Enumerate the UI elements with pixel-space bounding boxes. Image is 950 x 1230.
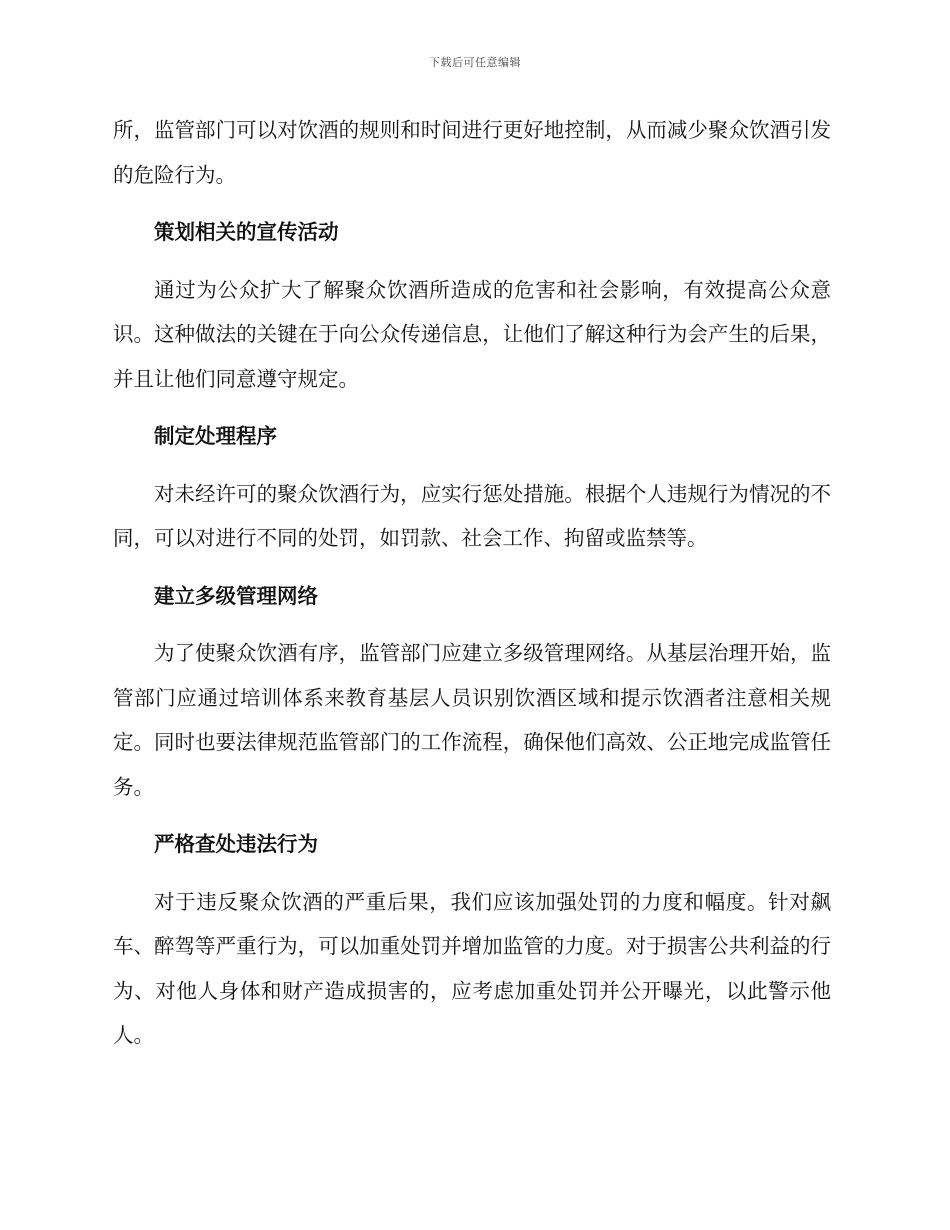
document-body xyxy=(113,108,831,1058)
section-heading-enforcement: 严格查处违法行为 xyxy=(154,832,318,856)
paragraph-publicity: 通过为公众扩大了解聚众饮酒所造成的危害和社会影响，有效提高公众意识。这种做法的关键在于向公众传递信息，让他们了解这种行为会产生的后果，并且让他们同意遵守规定。 xyxy=(113,277,831,391)
section-heading-publicity: 策划相关的宣传活动 xyxy=(154,220,339,244)
paragraph-enforcement: 对于违反聚众饮酒的严重后果，我们应该加强处罚的力度和幅度。针对飙车、醉驾等严重行为，可以加重处罚并增加监管的力度。对于损害公共利益的行为、对他人身体和财产造成损害的，应考虑加重处罚并公开曝光，以此警示他人。 xyxy=(113,889,831,1047)
section-heading-procedure: 制定处理程序 xyxy=(154,424,277,448)
paragraph-management-network: 为了使聚众饮酒有序，监管部门应建立多级管理网络。从基层治理开始，监管部门应通过培训体系来教育基层人员识别饮酒区域和提示饮酒者注意相关规定。同时也要法律规范监管部门的工作流程，确保他们高效、公正地完成监管任务。 xyxy=(113,641,831,799)
paragraph-continued: 所，监管部门可以对饮酒的规则和时间进行更好地控制，从而减少聚众饮酒引发的危险行为。 xyxy=(113,118,831,187)
page-header: 下载后可任意编辑 xyxy=(429,56,521,69)
paragraph-procedure: 对未经许可的聚众饮酒行为，应实行惩处措施。根据个人违规行为情况的不同，可以对进行不同的处罚，如罚款、社会工作、拘留或监禁等。 xyxy=(113,481,831,550)
section-heading-management-network: 建立多级管理网络 xyxy=(154,583,318,608)
